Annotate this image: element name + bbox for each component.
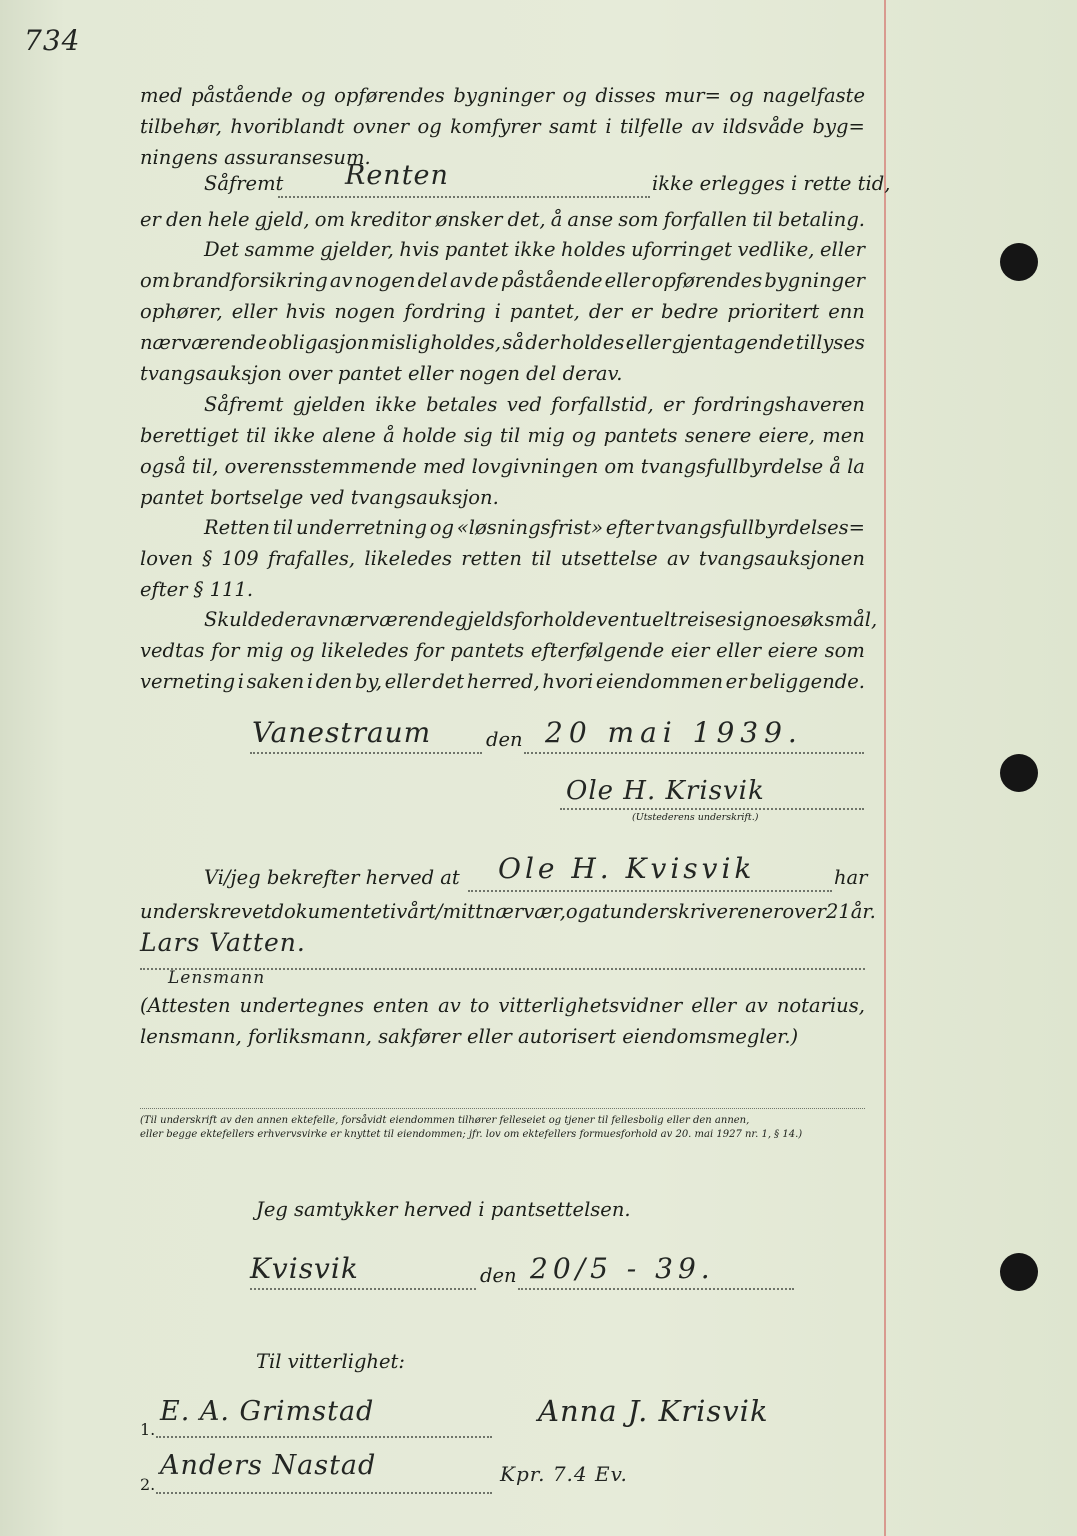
dotted-line xyxy=(140,1108,865,1109)
word: tvangsfullbyrdelse xyxy=(640,455,824,478)
word: er xyxy=(631,300,653,323)
word: påstående xyxy=(500,269,603,292)
text-line xyxy=(204,604,878,635)
text-line xyxy=(204,512,865,543)
text-line: ningens assuransesum. xyxy=(140,146,371,169)
word: ikke xyxy=(514,238,556,261)
handwritten-date: 20 mai 1939. xyxy=(545,716,803,749)
word: ovner xyxy=(352,115,410,138)
word: dokumentet xyxy=(271,900,390,923)
word: eiere, xyxy=(758,424,815,447)
word: de xyxy=(474,269,499,292)
footnote xyxy=(140,1114,865,1142)
word: av xyxy=(329,269,353,292)
word: samme xyxy=(244,238,315,261)
word: byg= xyxy=(812,115,865,138)
word: for xyxy=(415,639,444,662)
text-fragment: ikke erlegges i rette tid, xyxy=(652,172,891,195)
word: til xyxy=(531,547,552,570)
word: og xyxy=(301,84,326,107)
word: tvangsfullbyrdelses= xyxy=(656,516,865,539)
word: og xyxy=(565,900,591,923)
word: og xyxy=(429,516,454,539)
word: av xyxy=(449,269,473,292)
word: nagelfaste xyxy=(762,84,865,107)
word: og xyxy=(417,115,442,138)
word: brandforsikring xyxy=(172,269,328,292)
word: om xyxy=(314,208,345,231)
note-line: lensmann, forliksmann, sakfører eller autorisert eiendomsmegler.) xyxy=(140,1025,799,1048)
consent-statement: Jeg samtykker herved i pantsettelsen. xyxy=(256,1198,631,1221)
word: underretning xyxy=(295,516,427,539)
word: bygninger xyxy=(453,84,555,107)
word: påstående xyxy=(191,84,293,107)
witness-signature: Lars Vatten. xyxy=(140,928,306,957)
word: pantets xyxy=(603,424,678,447)
word: gjelden xyxy=(292,393,366,416)
word: beliggende. xyxy=(749,670,865,693)
word: pantet, xyxy=(509,300,580,323)
word: del xyxy=(417,269,448,292)
word: av xyxy=(438,994,461,1017)
word: der xyxy=(588,300,623,323)
text-line xyxy=(204,389,865,420)
page-number: 734 xyxy=(24,24,81,57)
word: ønsker xyxy=(435,208,503,231)
word: det, xyxy=(507,208,546,231)
word: notarius, xyxy=(776,994,865,1017)
word: eiendommen xyxy=(595,670,724,693)
word: gjelder, xyxy=(320,238,394,261)
dotted-line xyxy=(250,1288,476,1290)
den-label: den xyxy=(480,1264,517,1287)
den-label: den xyxy=(486,728,523,751)
word: retten xyxy=(461,547,522,570)
witness-title: Lensmann xyxy=(168,968,266,988)
word: mig xyxy=(246,639,284,662)
word: komfyrer xyxy=(450,115,541,138)
word: utsettelse xyxy=(560,547,658,570)
word: by, xyxy=(354,670,383,693)
word: hvoriblandt xyxy=(230,115,345,138)
text-line xyxy=(140,204,865,235)
word: gjentagende xyxy=(671,331,795,354)
witness-number: 2. xyxy=(140,1475,156,1494)
word: 109 xyxy=(221,547,259,570)
word: Det xyxy=(204,238,240,261)
word: den xyxy=(165,208,203,231)
word: at xyxy=(590,900,610,923)
text-fragment: Såfremt xyxy=(204,172,284,195)
word: Retten xyxy=(204,516,270,539)
word: forfallstid, xyxy=(551,393,654,416)
word: om xyxy=(604,455,635,478)
word: eller xyxy=(604,269,650,292)
word: der xyxy=(272,608,306,631)
witness-1-signature: E. A. Grimstad xyxy=(160,1396,375,1427)
text-line: pantet bortselge ved tvangsauksjon. xyxy=(140,486,499,509)
word: nogen xyxy=(334,300,396,323)
dotted-line xyxy=(524,752,864,754)
text-line xyxy=(140,111,865,142)
word: til, xyxy=(191,455,219,478)
word: eller xyxy=(716,639,762,662)
word: eventuelt xyxy=(585,608,678,631)
word: pantets xyxy=(450,639,525,662)
word: ikke xyxy=(273,424,315,447)
text-line xyxy=(140,420,865,451)
word: betaling. xyxy=(777,208,865,231)
word: nærværende xyxy=(328,608,456,631)
word: og xyxy=(572,424,597,447)
word: efterfølgende xyxy=(530,639,665,662)
word: eiere xyxy=(767,639,818,662)
word: noe xyxy=(755,608,792,631)
word: søksmål, xyxy=(791,608,878,631)
word: gjeldsforhold xyxy=(455,608,586,631)
dotted-line xyxy=(278,196,650,198)
word: i xyxy=(306,670,314,693)
word: sig xyxy=(726,608,756,631)
word: eller xyxy=(625,331,671,354)
word: å xyxy=(829,455,841,478)
text-line xyxy=(140,80,865,111)
word: eller xyxy=(820,238,865,261)
witness-2-signature: Anders Nastad xyxy=(160,1450,377,1481)
attest-name: Ole H. Kvisvik xyxy=(498,852,756,885)
word: i xyxy=(389,900,397,923)
text-line xyxy=(140,666,865,697)
word: og xyxy=(562,84,587,107)
footnote-line: (Til underskrift av den annen ektefelle, forsåvidt eiendommen tilhører felleseiet og tjener til fellesbolig eller den annen, xyxy=(140,1115,750,1126)
word: gjeld, xyxy=(254,208,310,231)
attest-suffix: har xyxy=(834,866,868,889)
word: fordring xyxy=(404,300,486,323)
word: opførendes xyxy=(651,269,763,292)
word: disses xyxy=(595,84,656,107)
word: (Attesten xyxy=(140,994,231,1017)
word: likeledes xyxy=(321,639,409,662)
word: underskrevet xyxy=(140,900,272,923)
word: eier xyxy=(670,639,710,662)
word: vedtas xyxy=(140,639,205,662)
binder-hole-bottom xyxy=(1000,1253,1038,1291)
word: det xyxy=(432,670,465,693)
word: ildsvåde xyxy=(722,115,805,138)
word: hvis xyxy=(285,300,326,323)
word: Skulde xyxy=(204,608,272,631)
word: hvori xyxy=(542,670,594,693)
red-margin-rule xyxy=(884,0,886,1536)
word: enn xyxy=(828,300,865,323)
word: tilfelle xyxy=(619,115,684,138)
word: er xyxy=(663,393,684,416)
word: ophører, xyxy=(140,300,223,323)
word: uforringet xyxy=(631,238,732,261)
text-line xyxy=(140,635,865,666)
word: lovgivningen xyxy=(471,455,599,478)
word: er xyxy=(140,208,161,231)
word: vedlike, xyxy=(737,238,815,261)
word: «løsningsfrist» xyxy=(456,516,604,539)
dotted-line xyxy=(250,752,482,754)
word: undertegnes xyxy=(239,994,364,1017)
word: 21 xyxy=(825,900,851,923)
dotted-line xyxy=(156,1436,492,1438)
word: senere xyxy=(684,424,752,447)
text-line xyxy=(140,296,865,327)
word: til xyxy=(272,516,294,539)
word: av xyxy=(305,608,329,631)
handwritten-place: Vanestraum xyxy=(252,716,432,749)
note-line xyxy=(140,990,865,1021)
word: loven xyxy=(140,547,194,570)
word: herred, xyxy=(466,670,540,693)
word: reise xyxy=(677,608,727,631)
word: misligholdes, xyxy=(370,331,502,354)
word: overensstemmende xyxy=(224,455,417,478)
text-line: efter § 111. xyxy=(140,578,254,601)
word: er xyxy=(761,900,783,923)
word: som xyxy=(824,639,865,662)
word: også xyxy=(140,455,186,478)
word: om xyxy=(140,269,171,292)
issuer-caption: (Utstederens underskrift.) xyxy=(632,812,759,823)
word: er xyxy=(725,670,747,693)
word: kreditor xyxy=(350,208,431,231)
handwritten-blank: Renten xyxy=(345,160,449,191)
word: anse xyxy=(567,208,614,231)
word: mur= xyxy=(664,84,721,107)
text-line xyxy=(140,265,865,296)
word: § xyxy=(202,547,213,570)
word: alene xyxy=(322,424,376,447)
text-line: tvangsauksjon over pantet eller nogen del derav. xyxy=(140,362,623,385)
word: av xyxy=(691,115,715,138)
word: av xyxy=(666,547,690,570)
word: tvangsauksjonen xyxy=(698,547,865,570)
dotted-line xyxy=(560,808,864,810)
word: til xyxy=(245,424,267,447)
word: fordringshaveren xyxy=(693,393,865,416)
word: år. xyxy=(850,900,876,923)
word: holdes xyxy=(559,331,625,354)
word: samt xyxy=(548,115,597,138)
word: la xyxy=(847,455,865,478)
word: mig xyxy=(527,424,565,447)
word: betales xyxy=(426,393,498,416)
word: sig xyxy=(463,424,493,447)
word: vitterlighetsvidner xyxy=(498,994,683,1017)
text-line xyxy=(140,896,876,927)
word: eller xyxy=(691,994,737,1017)
dotted-line xyxy=(468,890,832,892)
word: holde xyxy=(402,424,457,447)
word: efter xyxy=(605,516,654,539)
word: eller xyxy=(231,300,277,323)
word: for xyxy=(211,639,240,662)
word: frafalles, xyxy=(267,547,356,570)
dotted-line xyxy=(518,1288,794,1290)
word: saken xyxy=(246,670,305,693)
word: nærvær, xyxy=(482,900,566,923)
text-line xyxy=(140,327,865,358)
word: til xyxy=(499,424,521,447)
word: likeledes xyxy=(364,547,453,570)
word: pantet xyxy=(444,238,509,261)
word: prioritert xyxy=(727,300,820,323)
word: til xyxy=(752,208,773,231)
word: holdes xyxy=(561,238,626,261)
binder-hole-middle xyxy=(1000,754,1038,792)
word: enten xyxy=(373,994,430,1017)
dotted-line xyxy=(156,1492,492,1494)
word: så xyxy=(502,331,525,354)
word: nærværende xyxy=(140,331,267,354)
word: ved xyxy=(506,393,542,416)
word: Såfremt xyxy=(204,393,284,416)
word: verneting xyxy=(140,670,236,693)
word: av xyxy=(745,994,768,1017)
word: opførendes xyxy=(334,84,445,107)
word: forfallen xyxy=(663,208,748,231)
attest-prefix: Vi/jeg bekrefter herved at xyxy=(204,866,460,889)
word: underskriveren xyxy=(609,900,762,923)
word: vårt/mitt xyxy=(396,900,483,923)
word: den xyxy=(315,670,353,693)
word: hele xyxy=(207,208,250,231)
word: i xyxy=(237,670,244,693)
binder-hole-top xyxy=(1000,243,1038,281)
word: eller xyxy=(384,670,430,693)
issuer-signature: Ole H. Krisvik xyxy=(566,776,765,806)
word: bedre xyxy=(661,300,719,323)
consent-date: 20/5 - 39. xyxy=(530,1252,715,1285)
word: berettiget xyxy=(140,424,239,447)
word: med xyxy=(422,455,466,478)
text-line xyxy=(140,451,865,482)
word: og xyxy=(290,639,315,662)
word: å xyxy=(550,208,563,231)
word: der xyxy=(525,331,559,354)
word: med xyxy=(140,84,183,107)
witness-heading: Til vitterlighet: xyxy=(256,1350,405,1373)
word: i xyxy=(494,300,501,323)
word: men xyxy=(822,424,865,447)
footnote-line: eller begge ektefellers erhvervsvirke er knyttet til eiendommen; jfr. lov om ektefellers formuesforhold av 20. mai 1927 nr. 1, § 14.) xyxy=(140,1129,803,1140)
margin-note: Kpr. 7.4 Ev. xyxy=(500,1462,628,1486)
word: obligasjon xyxy=(268,331,370,354)
witness-number: 1. xyxy=(140,1420,156,1439)
text-line xyxy=(204,234,865,265)
word: over xyxy=(782,900,826,923)
word: som xyxy=(618,208,659,231)
word: to xyxy=(469,994,490,1017)
consent-place: Kvisvik xyxy=(250,1252,359,1285)
word: i xyxy=(605,115,612,138)
word: hvis xyxy=(399,238,440,261)
spouse-signature: Anna J. Krisvik xyxy=(538,1394,769,1428)
word: tillyses xyxy=(795,331,865,354)
word: tilbehør, xyxy=(140,115,223,138)
word: ikke xyxy=(375,393,417,416)
word: og xyxy=(729,84,754,107)
word: bygninger xyxy=(764,269,865,292)
word: å xyxy=(383,424,395,447)
text-line xyxy=(140,543,865,574)
word: nogen xyxy=(354,269,416,292)
